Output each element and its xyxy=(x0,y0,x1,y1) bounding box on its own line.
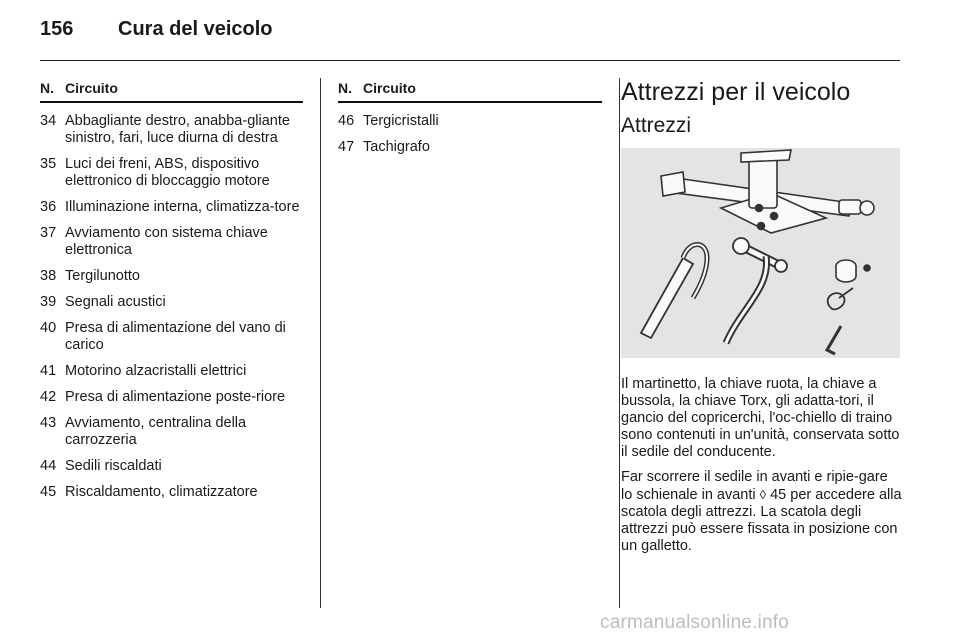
table-header xyxy=(40,80,303,103)
row-circuit: Tachigrafo xyxy=(363,139,430,155)
tools-paragraph-1: Il martinetto, la chiave ruota, la chiave a bussola, la chiave Torx, gli adatta-tori, il gancio del copricerchi, l'oc-chiello di traino sono contenuti in un'unità, conservata sotto il sedile del conducente. xyxy=(621,376,900,460)
section-subtitle: Attrezzi xyxy=(621,114,692,137)
row-circuit: Presa di alimentazione poste-riore xyxy=(65,389,286,405)
row-number: 36 xyxy=(40,199,57,215)
table-row xyxy=(40,199,303,216)
row-circuit: Presa di alimentazione del vano di carico xyxy=(65,320,286,353)
tools-section xyxy=(621,80,902,563)
row-number: 40 xyxy=(40,320,57,336)
table-row xyxy=(40,294,303,311)
table-row xyxy=(40,389,303,406)
table-row xyxy=(40,458,303,475)
row-circuit: Tergilunotto xyxy=(65,268,140,284)
column-divider xyxy=(320,78,321,608)
row-number: 44 xyxy=(40,458,57,474)
col-header-circuit: Circuito xyxy=(363,80,416,96)
table-row xyxy=(40,113,303,147)
table-row xyxy=(40,363,303,380)
table-row xyxy=(40,484,303,501)
page-number: 156 xyxy=(40,18,74,40)
row-number: 45 xyxy=(40,484,57,500)
table-row xyxy=(40,225,303,259)
circuit-table-left xyxy=(40,80,303,501)
row-circuit: Motorino alzacristalli elettrici xyxy=(65,363,247,379)
table-rows xyxy=(40,113,303,501)
row-circuit: Avviamento con sistema chiave elettronica xyxy=(65,225,268,258)
row-circuit: Segnali acustici xyxy=(65,294,166,310)
page-header xyxy=(40,18,273,41)
row-circuit: Abbagliante destro, anabba-gliante sinistro, fari, luce diurna di destra xyxy=(65,113,290,146)
table-row xyxy=(40,320,303,354)
table-row xyxy=(338,113,602,130)
table-row xyxy=(40,415,303,449)
row-number: 46 xyxy=(338,113,355,129)
table-row xyxy=(338,139,602,156)
row-number: 42 xyxy=(40,389,57,405)
tools-illustration xyxy=(621,148,900,358)
row-number: 41 xyxy=(40,363,57,379)
watermark: carmanualsonline.info xyxy=(600,612,790,633)
row-number: 39 xyxy=(40,294,57,310)
page-reference-icon: ◊ xyxy=(759,487,767,502)
row-circuit: Sedili riscaldati xyxy=(65,458,162,474)
col-header-number: N. xyxy=(338,80,352,96)
page-title: Cura del veicolo xyxy=(118,18,273,40)
table-header xyxy=(338,80,602,103)
row-circuit: Avviamento, centralina della carrozzeria xyxy=(65,415,247,448)
row-circuit: Riscaldamento, climatizzatore xyxy=(65,484,258,500)
header-rule xyxy=(40,60,900,61)
row-number: 37 xyxy=(40,225,57,241)
tools-paragraph-2: Far scorrere il sedile in avanti e ripie-gare lo schienale in avanti ◊ 45 per accedere alla scatola degli attrezzi. La scatola degli attrezzi può essere fissata in posizione con un galletto. xyxy=(621,469,902,554)
row-number: 43 xyxy=(40,415,57,431)
row-circuit: Luci dei freni, ABS, dispositivo elettronico di bloccaggio motore xyxy=(65,156,270,189)
row-circuit: Illuminazione interna, climatizza-tore xyxy=(65,199,300,215)
table-row xyxy=(40,268,303,285)
column-divider xyxy=(619,78,620,608)
table-row xyxy=(40,156,303,190)
row-circuit: Tergicristalli xyxy=(363,113,439,129)
col-header-number: N. xyxy=(40,80,54,96)
row-number: 35 xyxy=(40,156,57,172)
section-title: Attrezzi per il veicolo xyxy=(621,78,851,106)
table-rows xyxy=(338,113,602,156)
col-header-circuit: Circuito xyxy=(65,80,118,96)
row-number: 47 xyxy=(338,139,355,155)
row-number: 34 xyxy=(40,113,57,129)
row-number: 38 xyxy=(40,268,57,284)
circuit-table-right xyxy=(338,80,602,156)
